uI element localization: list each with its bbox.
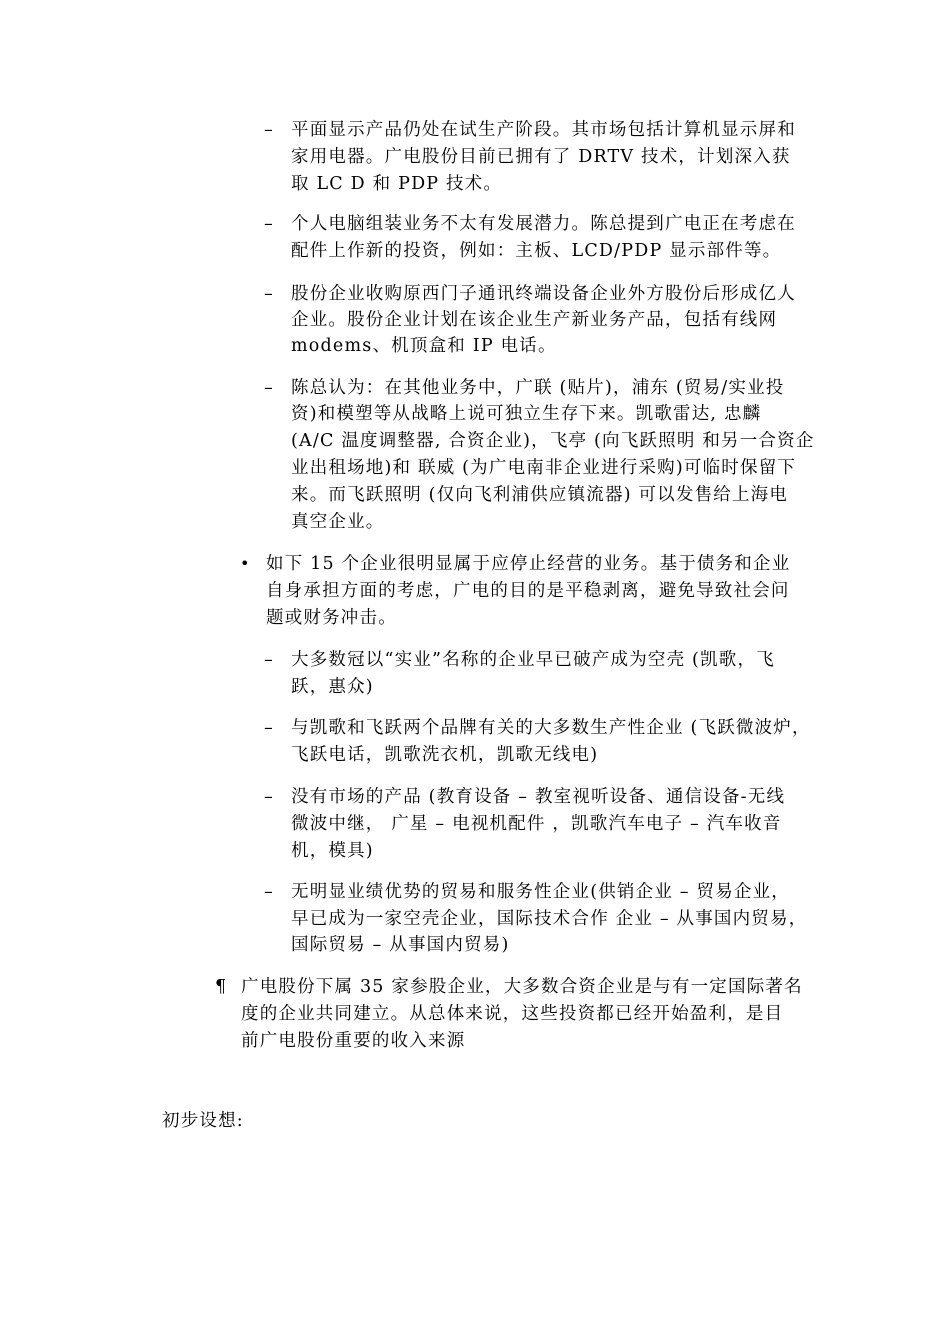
- item-line: 没有市场的产品 (教育设备 – 教室视听设备、通信设备-无线: [291, 787, 786, 807]
- item-line: 取 LC D 和 PDP 技术。: [291, 174, 503, 194]
- item-line: 陈总认为：在其他业务中，广联 (贴片)，浦东 (贸易/实业投: [291, 378, 785, 398]
- bullet-line: 如下 15 个企业很明显属于应停止经营的业务。基于债务和企业: [266, 554, 791, 574]
- item-line: 企业。股份企业计划在该企业生产新业务产品，包括有线网: [291, 310, 778, 330]
- item-line: 跃，惠众): [291, 677, 374, 697]
- item-line: modems、机顶盒和 IP 电话。: [291, 336, 557, 356]
- dash-marker: –: [264, 650, 273, 670]
- item-line: 机，模具): [291, 841, 374, 861]
- item-line: 国际贸易 – 从事国内贸易): [291, 935, 510, 955]
- item-line: 微波中继， 广星 – 电视机配件 ，凯歌汽车电子 – 汽车收音: [291, 814, 782, 834]
- item-line: 个人电脑组装业务不太有发展潜力。陈总提到广电正在考虑在: [291, 214, 796, 234]
- section-heading: 初步设想:: [162, 1111, 244, 1131]
- item-line: 业出租场地)和 联威 (为广电南非企业进行采购)可临时保留下: [291, 458, 797, 478]
- dash-marker: –: [264, 378, 273, 398]
- item-line: 来。而飞跃照明 (仅向飞利浦供应镇流器) 可以发售给上海电: [291, 485, 789, 505]
- item-line: 大多数冠以“实业”名称的企业早已破产成为空壳 (凯歌，飞: [291, 650, 775, 670]
- item-line: 平面显示产品仍处在试生产阶段。其市场包括计算机显示屏和: [291, 120, 796, 140]
- item-line: 配件上作新的投资，例如：主板、LCD/PDP 显示部件等。: [291, 241, 782, 261]
- paragraph-line: 度的企业共同建立。从总体来说，这些投资都已经开始盈利，是目: [241, 1004, 784, 1024]
- item-line: (A/C 温度调整器, 合资企业)，飞亭 (向飞跃照明 和另一合资企: [291, 431, 815, 451]
- bullet-line: 题或财务冲击。: [266, 608, 397, 628]
- dash-marker: –: [264, 718, 273, 738]
- bullet-line: 自身承担方面的考虑，广电的目的是平稳剥离，避免导致社会问: [266, 581, 790, 601]
- paragraph-line: 前广电股份重要的收入来源: [241, 1031, 466, 1051]
- dash-marker: –: [264, 787, 273, 807]
- paragraph-line: 广电股份下属 35 家参股企业，大多数合资企业是与有一定国际著名: [241, 977, 803, 997]
- item-line: 家用电器。广电股份目前已拥有了 DRTV 技术，计划深入获: [291, 147, 791, 167]
- pilcrow-marker: ¶: [215, 977, 227, 997]
- item-line: 真空企业。: [291, 512, 385, 532]
- item-line: 飞跃电话，凯歌洗衣机，凯歌无线电): [291, 745, 599, 765]
- dash-marker: –: [264, 120, 273, 140]
- dash-marker: –: [264, 882, 273, 902]
- item-line: 股份企业收购原西门子通讯终端设备企业外方股份后形成亿人: [291, 284, 796, 304]
- item-line: 无明显业绩优势的贸易和服务性企业(供销企业 – 贸易企业，: [291, 882, 791, 902]
- dash-marker: –: [264, 214, 273, 234]
- item-line: 早已成为一家空壳企业，国际技术合作 企业 – 从事国内贸易，: [291, 909, 808, 929]
- item-line: 与凯歌和飞跃两个品牌有关的大多数生产性企业 (飞跃微波炉，: [291, 718, 811, 738]
- bullet-marker: •: [240, 554, 250, 573]
- dash-marker: –: [264, 284, 273, 304]
- item-line: 资)和模塑等从战略上说可独立生存下来。凯歌雷达, 忠麟: [291, 404, 762, 424]
